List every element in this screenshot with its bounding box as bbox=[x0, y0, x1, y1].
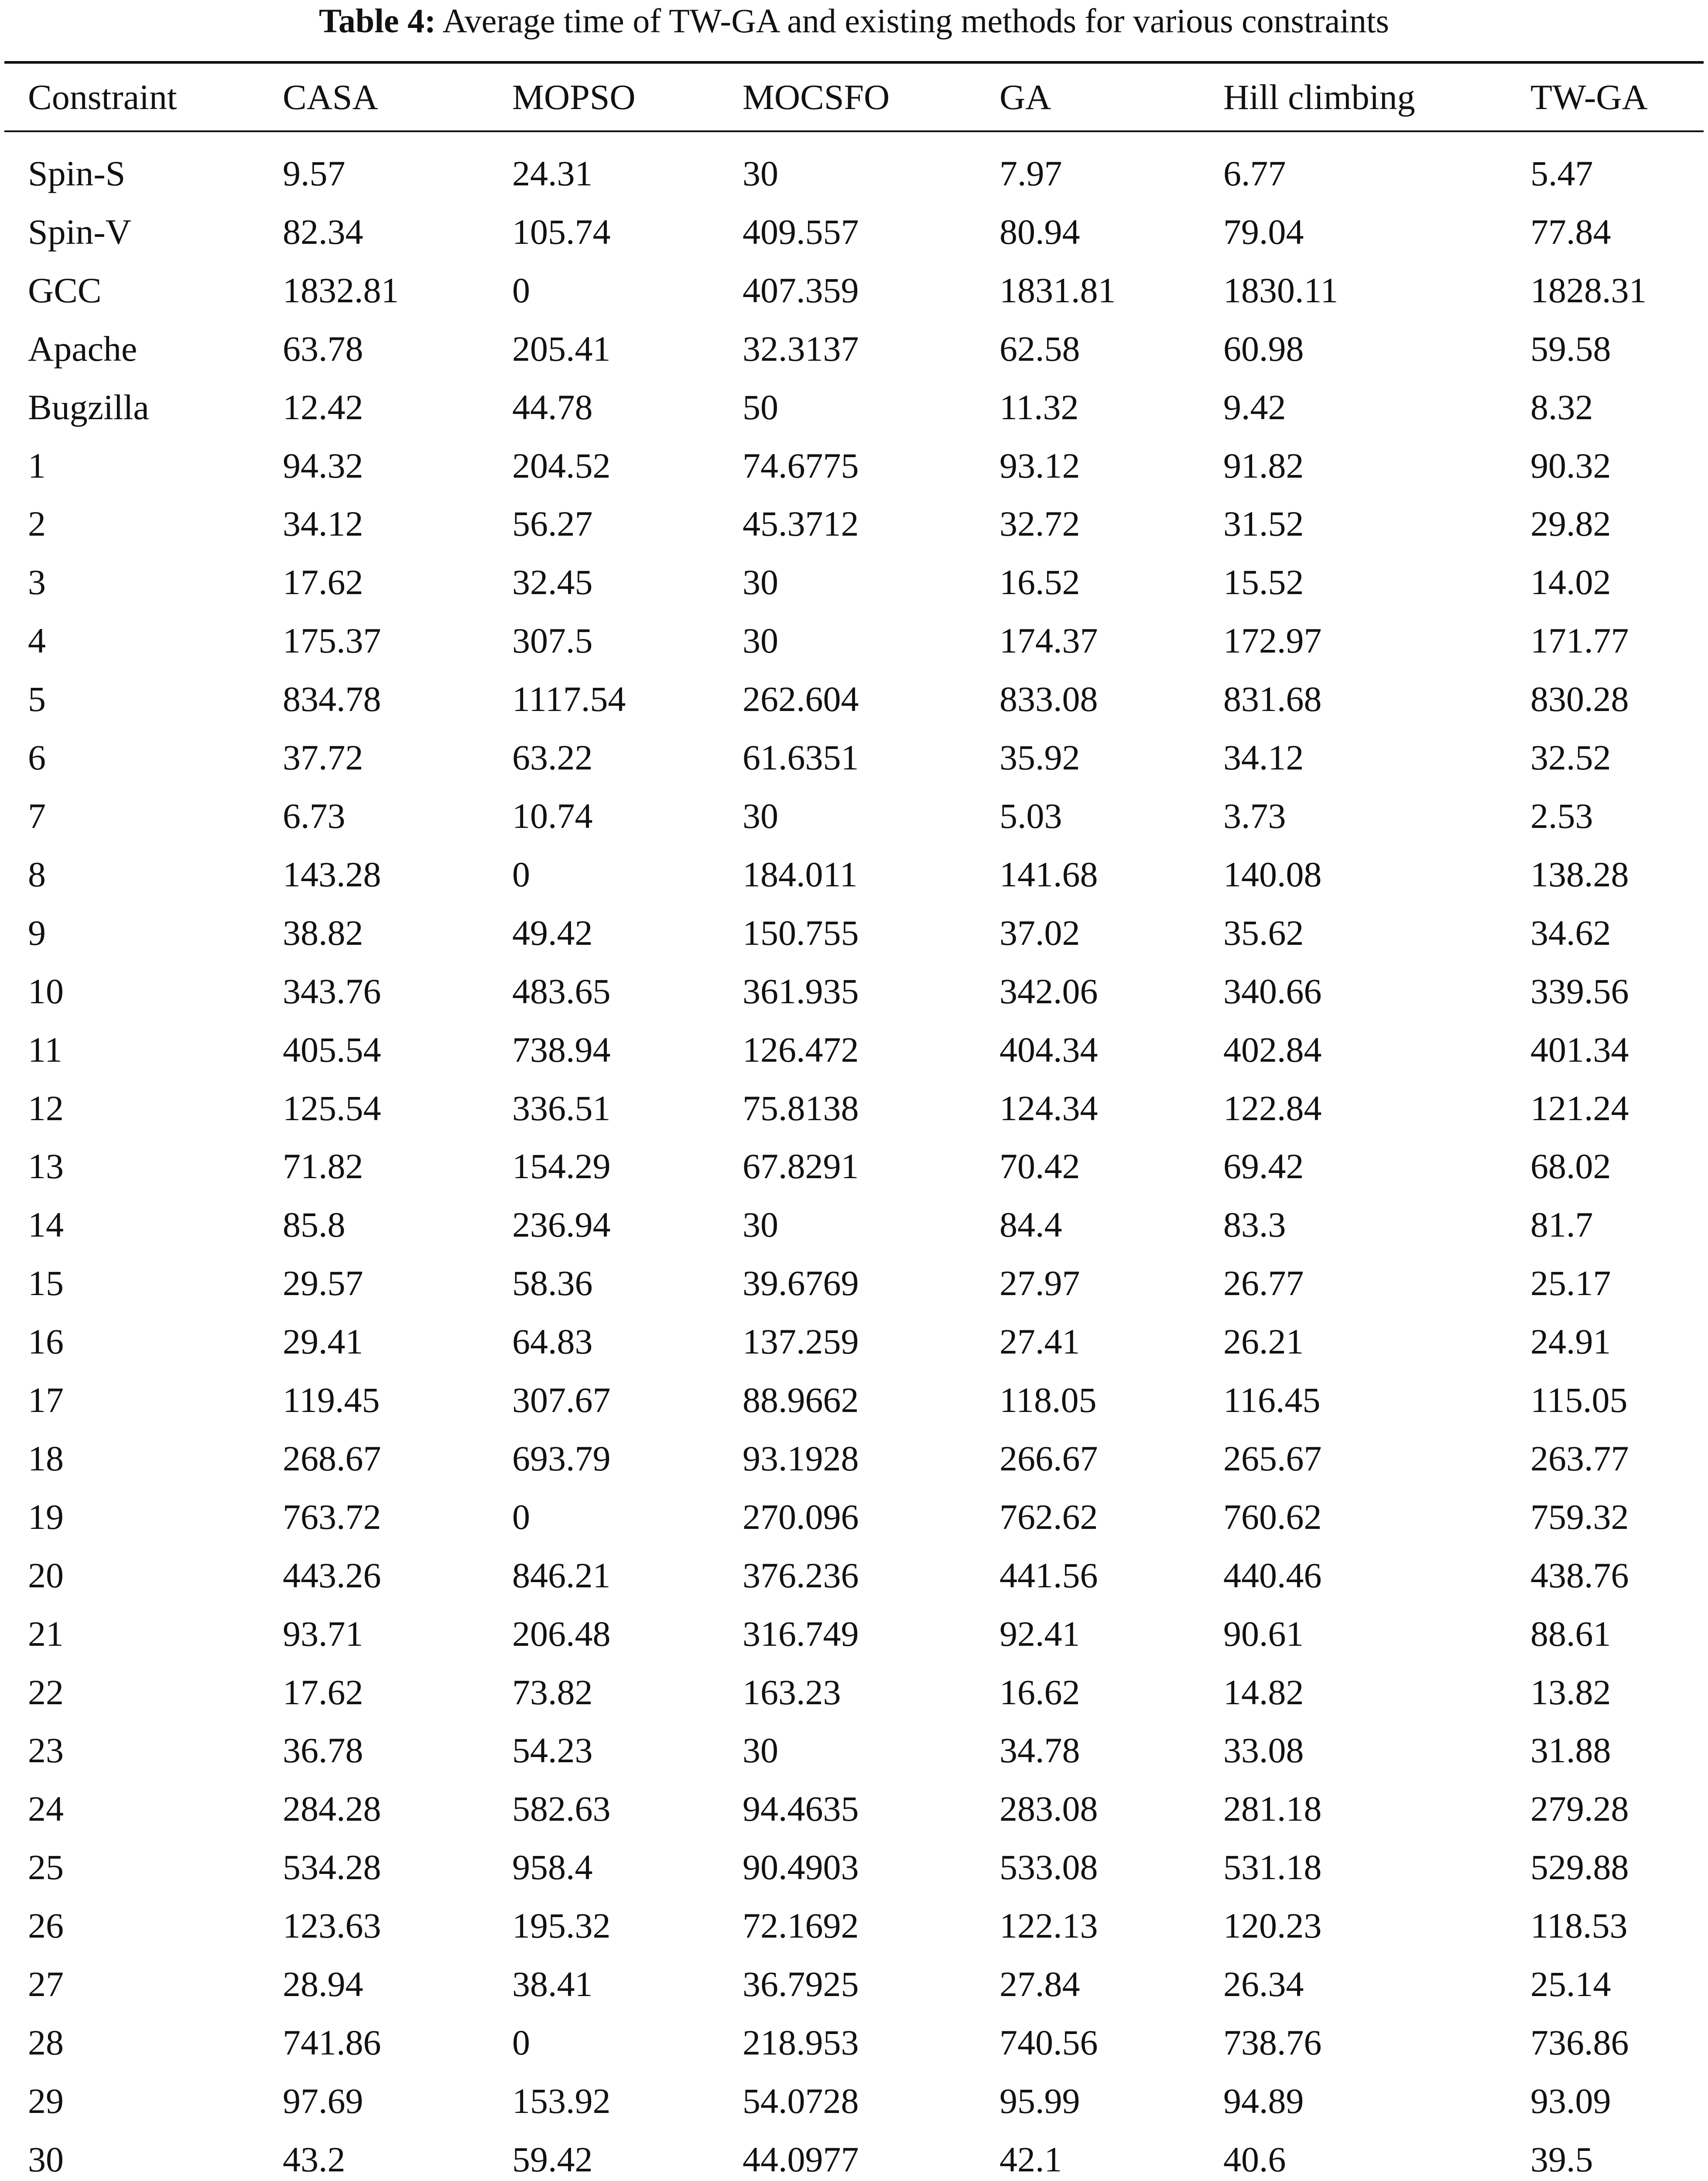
value-cell: 16.62 bbox=[999, 1672, 1080, 1712]
table-row bbox=[4, 1663, 1704, 1722]
value-cell: 741.86 bbox=[283, 2023, 381, 2062]
value-cell: 29.82 bbox=[1530, 504, 1611, 544]
value-cell: 404.34 bbox=[999, 1029, 1098, 1070]
constraint-cell: Apache bbox=[28, 328, 137, 369]
table-row bbox=[4, 1721, 1704, 1780]
value-cell: 14.82 bbox=[1223, 1672, 1304, 1712]
value-cell: 7.97 bbox=[999, 154, 1062, 193]
constraint-cell: 14 bbox=[28, 1205, 64, 1245]
constraint-cell: 17 bbox=[28, 1380, 64, 1420]
value-cell: 37.72 bbox=[283, 738, 363, 778]
value-cell: 70.42 bbox=[999, 1146, 1080, 1186]
table-row bbox=[4, 1780, 1704, 1838]
table-row bbox=[4, 1137, 1704, 1196]
value-cell: 34.78 bbox=[999, 1730, 1080, 1771]
value-cell: 340.66 bbox=[1223, 971, 1322, 1011]
value-cell: 34.62 bbox=[1530, 913, 1611, 953]
constraint-cell: Spin-S bbox=[28, 154, 126, 193]
header-row bbox=[4, 64, 1704, 130]
value-cell: 9.57 bbox=[283, 154, 346, 193]
value-cell: 483.65 bbox=[512, 971, 611, 1011]
value-cell: 50 bbox=[743, 387, 778, 427]
value-cell: 342.06 bbox=[999, 971, 1098, 1011]
table-row bbox=[4, 132, 1704, 203]
constraint-cell: 15 bbox=[28, 1263, 64, 1303]
table-row bbox=[4, 1488, 1704, 1546]
value-cell: 36.7925 bbox=[743, 1964, 859, 2004]
value-cell: 316.749 bbox=[743, 1614, 859, 1654]
value-cell: 68.02 bbox=[1530, 1146, 1611, 1186]
constraint-cell: 24 bbox=[28, 1789, 64, 1829]
value-cell: 283.08 bbox=[999, 1789, 1098, 1829]
value-cell: 17.62 bbox=[283, 562, 363, 602]
value-cell: 307.5 bbox=[512, 621, 593, 661]
column-header: TW-GA bbox=[1530, 77, 1648, 117]
constraint-cell: Bugzilla bbox=[28, 387, 149, 427]
table-row bbox=[4, 904, 1704, 962]
value-cell: 534.28 bbox=[283, 1847, 381, 1887]
value-cell: 693.79 bbox=[512, 1438, 611, 1478]
value-cell: 150.755 bbox=[743, 913, 859, 953]
value-cell: 30 bbox=[743, 562, 778, 602]
table-row bbox=[4, 2072, 1704, 2130]
value-cell: 39.5 bbox=[1530, 2139, 1593, 2179]
table-row bbox=[4, 1838, 1704, 1897]
value-cell: 263.77 bbox=[1530, 1438, 1629, 1478]
table-row bbox=[4, 1254, 1704, 1313]
value-cell: 34.12 bbox=[1223, 738, 1304, 778]
value-cell: 77.84 bbox=[1530, 212, 1611, 252]
value-cell: 0 bbox=[512, 854, 530, 894]
value-cell: 17.62 bbox=[283, 1672, 363, 1712]
value-cell: 738.76 bbox=[1223, 2023, 1322, 2062]
constraint-cell: 30 bbox=[28, 2139, 64, 2179]
value-cell: 958.4 bbox=[512, 1847, 593, 1887]
value-cell: 759.32 bbox=[1530, 1497, 1629, 1537]
value-cell: 268.67 bbox=[283, 1438, 381, 1478]
value-cell: 339.56 bbox=[1530, 971, 1629, 1011]
value-cell: 736.86 bbox=[1530, 2023, 1629, 2062]
constraint-cell: 18 bbox=[28, 1438, 64, 1478]
value-cell: 75.8138 bbox=[743, 1088, 859, 1128]
value-cell: 25.17 bbox=[1530, 1263, 1611, 1303]
value-cell: 30 bbox=[743, 621, 778, 661]
value-cell: 1117.54 bbox=[512, 679, 626, 719]
value-cell: 218.953 bbox=[743, 2023, 859, 2062]
value-cell: 34.12 bbox=[283, 504, 363, 544]
value-cell: 12.42 bbox=[283, 387, 363, 427]
value-cell: 49.42 bbox=[512, 913, 593, 953]
value-cell: 92.41 bbox=[999, 1614, 1080, 1654]
value-cell: 81.7 bbox=[1530, 1205, 1593, 1245]
table-row bbox=[4, 1955, 1704, 2013]
value-cell: 58.36 bbox=[512, 1263, 593, 1303]
value-cell: 441.56 bbox=[999, 1555, 1098, 1595]
constraint-cell: Spin-V bbox=[28, 212, 131, 252]
constraint-cell: 22 bbox=[28, 1672, 64, 1712]
value-cell: 175.37 bbox=[283, 621, 381, 661]
value-cell: 407.359 bbox=[743, 270, 859, 310]
value-cell: 5.47 bbox=[1530, 154, 1593, 193]
table-row bbox=[4, 1079, 1704, 1138]
constraint-cell: 21 bbox=[28, 1614, 64, 1654]
value-cell: 205.41 bbox=[512, 328, 611, 369]
constraint-cell: 3 bbox=[28, 562, 46, 602]
value-cell: 122.13 bbox=[999, 1906, 1098, 1946]
constraint-cell: 29 bbox=[28, 2081, 64, 2121]
constraint-cell: 4 bbox=[28, 621, 46, 661]
value-cell: 582.63 bbox=[512, 1789, 611, 1829]
constraint-cell: 23 bbox=[28, 1730, 64, 1771]
value-cell: 31.52 bbox=[1223, 504, 1304, 544]
value-cell: 266.67 bbox=[999, 1438, 1098, 1478]
column-header: MOCSFO bbox=[743, 77, 890, 117]
value-cell: 15.52 bbox=[1223, 562, 1304, 602]
value-cell: 44.78 bbox=[512, 387, 593, 427]
value-cell: 24.91 bbox=[1530, 1322, 1611, 1362]
value-cell: 440.46 bbox=[1223, 1555, 1322, 1595]
value-cell: 83.3 bbox=[1223, 1205, 1286, 1245]
value-cell: 33.08 bbox=[1223, 1730, 1304, 1771]
value-cell: 26.77 bbox=[1223, 1263, 1304, 1303]
constraint-cell: 8 bbox=[28, 854, 46, 894]
value-cell: 529.88 bbox=[1530, 1847, 1629, 1887]
table-row bbox=[4, 1196, 1704, 1254]
value-cell: 401.34 bbox=[1530, 1029, 1629, 1070]
constraint-cell: 2 bbox=[28, 504, 46, 544]
value-cell: 79.04 bbox=[1223, 212, 1304, 252]
constraint-cell: 13 bbox=[28, 1146, 64, 1186]
value-cell: 30 bbox=[743, 1730, 778, 1771]
value-cell: 64.83 bbox=[512, 1322, 593, 1362]
value-cell: 11.32 bbox=[999, 387, 1079, 427]
value-cell: 93.1928 bbox=[743, 1438, 859, 1478]
value-cell: 279.28 bbox=[1530, 1789, 1629, 1829]
value-cell: 73.82 bbox=[512, 1672, 593, 1712]
value-cell: 82.34 bbox=[283, 212, 363, 252]
value-cell: 28.94 bbox=[283, 1964, 363, 2004]
caption-text: Average time of TW-GA and existing methods for various constraints bbox=[442, 2, 1389, 40]
value-cell: 45.3712 bbox=[743, 504, 859, 544]
value-cell: 36.78 bbox=[283, 1730, 363, 1771]
value-cell: 63.22 bbox=[512, 738, 593, 778]
value-cell: 9.42 bbox=[1223, 387, 1286, 427]
constraint-cell: 11 bbox=[28, 1029, 62, 1070]
value-cell: 88.61 bbox=[1530, 1614, 1611, 1654]
column-header: MOPSO bbox=[512, 77, 636, 117]
constraint-cell: 16 bbox=[28, 1322, 64, 1362]
value-cell: 94.32 bbox=[283, 445, 363, 485]
table-row bbox=[4, 495, 1704, 553]
table-row bbox=[4, 203, 1704, 261]
value-cell: 531.18 bbox=[1223, 1847, 1322, 1887]
value-cell: 24.31 bbox=[512, 154, 593, 193]
value-cell: 30 bbox=[743, 154, 778, 193]
table-row bbox=[4, 787, 1704, 845]
constraint-cell: 1 bbox=[28, 445, 46, 485]
value-cell: 26.34 bbox=[1223, 1964, 1304, 2004]
value-cell: 438.76 bbox=[1530, 1555, 1629, 1595]
value-cell: 39.6769 bbox=[743, 1263, 859, 1303]
value-cell: 43.2 bbox=[283, 2139, 346, 2179]
value-cell: 74.6775 bbox=[743, 445, 859, 485]
value-cell: 343.76 bbox=[283, 971, 381, 1011]
value-cell: 27.41 bbox=[999, 1322, 1080, 1362]
value-cell: 62.58 bbox=[999, 328, 1080, 369]
value-cell: 6.73 bbox=[283, 796, 346, 836]
value-cell: 830.28 bbox=[1530, 679, 1629, 719]
value-cell: 831.68 bbox=[1223, 679, 1322, 719]
value-cell: 29.41 bbox=[283, 1322, 363, 1362]
value-cell: 137.259 bbox=[743, 1322, 859, 1362]
table-row bbox=[4, 378, 1704, 437]
table-row bbox=[4, 1546, 1704, 1605]
value-cell: 833.08 bbox=[999, 679, 1098, 719]
value-cell: 85.8 bbox=[283, 1205, 346, 1245]
value-cell: 174.37 bbox=[999, 621, 1098, 661]
value-cell: 1830.11 bbox=[1223, 270, 1338, 310]
value-cell: 16.52 bbox=[999, 562, 1080, 602]
value-cell: 184.011 bbox=[743, 854, 858, 894]
table-caption bbox=[0, 0, 1708, 47]
value-cell: 67.8291 bbox=[743, 1146, 859, 1186]
table-row bbox=[4, 728, 1704, 787]
value-cell: 56.27 bbox=[512, 504, 593, 544]
constraint-cell: 20 bbox=[28, 1555, 64, 1595]
table-row bbox=[4, 320, 1704, 378]
value-cell: 32.3137 bbox=[743, 328, 859, 369]
value-cell: 5.03 bbox=[999, 796, 1062, 836]
value-cell: 27.84 bbox=[999, 1964, 1080, 2004]
table-row bbox=[4, 2013, 1704, 2072]
value-cell: 14.02 bbox=[1530, 562, 1611, 602]
table-header bbox=[4, 64, 1704, 132]
value-cell: 3.73 bbox=[1223, 796, 1286, 836]
value-cell: 26.21 bbox=[1223, 1322, 1304, 1362]
value-cell: 80.94 bbox=[999, 212, 1080, 252]
value-cell: 738.94 bbox=[512, 1029, 611, 1070]
value-cell: 206.48 bbox=[512, 1614, 611, 1654]
value-cell: 32.52 bbox=[1530, 738, 1611, 778]
value-cell: 121.24 bbox=[1530, 1088, 1629, 1128]
caption-label: Table 4: bbox=[318, 2, 436, 40]
constraint-cell: 7 bbox=[28, 796, 46, 836]
constraint-cell: 9 bbox=[28, 913, 46, 953]
value-cell: 846.21 bbox=[512, 1555, 611, 1595]
value-cell: 141.68 bbox=[999, 854, 1098, 894]
constraint-cell: 5 bbox=[28, 679, 46, 719]
table-row bbox=[4, 1429, 1704, 1488]
value-cell: 171.77 bbox=[1530, 621, 1629, 661]
value-cell: 38.82 bbox=[283, 913, 363, 953]
value-cell: 37.02 bbox=[999, 913, 1080, 953]
value-cell: 116.45 bbox=[1223, 1380, 1321, 1420]
value-cell: 270.096 bbox=[743, 1497, 859, 1537]
table-row bbox=[4, 553, 1704, 612]
table-row bbox=[4, 612, 1704, 670]
table-row bbox=[4, 2130, 1704, 2181]
value-cell: 59.58 bbox=[1530, 328, 1611, 369]
value-cell: 122.84 bbox=[1223, 1088, 1322, 1128]
value-cell: 63.78 bbox=[283, 328, 363, 369]
value-cell: 118.53 bbox=[1530, 1906, 1628, 1946]
value-cell: 172.97 bbox=[1223, 621, 1322, 661]
value-cell: 10.74 bbox=[512, 796, 593, 836]
value-cell: 0 bbox=[512, 2023, 530, 2062]
value-cell: 97.69 bbox=[283, 2081, 363, 2121]
value-cell: 93.71 bbox=[283, 1614, 363, 1654]
value-cell: 1828.31 bbox=[1530, 270, 1647, 310]
value-cell: 361.935 bbox=[743, 971, 859, 1011]
value-cell: 740.56 bbox=[999, 2023, 1098, 2062]
value-cell: 59.42 bbox=[512, 2139, 593, 2179]
value-cell: 163.23 bbox=[743, 1672, 841, 1712]
value-cell: 38.41 bbox=[512, 1964, 593, 2004]
value-cell: 123.63 bbox=[283, 1906, 381, 1946]
value-cell: 443.26 bbox=[283, 1555, 381, 1595]
value-cell: 0 bbox=[512, 1497, 530, 1537]
value-cell: 35.62 bbox=[1223, 913, 1304, 953]
value-cell: 834.78 bbox=[283, 679, 381, 719]
constraint-cell: 19 bbox=[28, 1497, 64, 1537]
value-cell: 405.54 bbox=[283, 1029, 381, 1070]
value-cell: 90.61 bbox=[1223, 1614, 1304, 1654]
value-cell: 32.45 bbox=[512, 562, 593, 602]
value-cell: 30 bbox=[743, 1205, 778, 1245]
value-cell: 154.29 bbox=[512, 1146, 611, 1186]
table-row bbox=[4, 845, 1704, 904]
table-row bbox=[4, 1371, 1704, 1429]
value-cell: 25.14 bbox=[1530, 1964, 1611, 2004]
value-cell: 32.72 bbox=[999, 504, 1080, 544]
value-cell: 8.32 bbox=[1530, 387, 1593, 427]
value-cell: 84.4 bbox=[999, 1205, 1062, 1245]
value-cell: 90.4903 bbox=[743, 1847, 859, 1887]
value-cell: 760.62 bbox=[1223, 1497, 1322, 1537]
value-cell: 284.28 bbox=[283, 1789, 381, 1829]
value-cell: 195.32 bbox=[512, 1906, 611, 1946]
value-cell: 88.9662 bbox=[743, 1380, 859, 1420]
table-row bbox=[4, 670, 1704, 728]
results-table bbox=[4, 64, 1704, 2181]
value-cell: 125.54 bbox=[283, 1088, 381, 1128]
value-cell: 118.05 bbox=[999, 1380, 1097, 1420]
value-cell: 138.28 bbox=[1530, 854, 1629, 894]
value-cell: 31.88 bbox=[1530, 1730, 1611, 1771]
value-cell: 409.557 bbox=[743, 212, 859, 252]
value-cell: 115.05 bbox=[1530, 1380, 1628, 1420]
value-cell: 94.4635 bbox=[743, 1789, 859, 1829]
constraint-cell: 10 bbox=[28, 971, 64, 1011]
value-cell: 281.18 bbox=[1223, 1789, 1322, 1829]
value-cell: 143.28 bbox=[283, 854, 381, 894]
column-header: CASA bbox=[283, 77, 378, 117]
value-cell: 91.82 bbox=[1223, 445, 1304, 485]
constraint-cell: 25 bbox=[28, 1847, 64, 1887]
value-cell: 336.51 bbox=[512, 1088, 611, 1128]
value-cell: 27.97 bbox=[999, 1263, 1080, 1303]
value-cell: 29.57 bbox=[283, 1263, 363, 1303]
value-cell: 93.12 bbox=[999, 445, 1080, 485]
value-cell: 93.09 bbox=[1530, 2081, 1611, 2121]
table-body bbox=[4, 132, 1704, 2181]
table-row bbox=[4, 1313, 1704, 1371]
value-cell: 1832.81 bbox=[283, 270, 399, 310]
value-cell: 126.472 bbox=[743, 1029, 859, 1070]
constraint-cell: 12 bbox=[28, 1088, 64, 1128]
column-header: Constraint bbox=[28, 77, 177, 117]
value-cell: 13.82 bbox=[1530, 1672, 1611, 1712]
value-cell: 71.82 bbox=[283, 1146, 363, 1186]
value-cell: 402.84 bbox=[1223, 1029, 1322, 1070]
column-header: GA bbox=[999, 77, 1051, 117]
value-cell: 35.92 bbox=[999, 738, 1080, 778]
value-cell: 105.74 bbox=[512, 212, 611, 252]
value-cell: 61.6351 bbox=[743, 738, 859, 778]
table-row bbox=[4, 962, 1704, 1021]
table-row bbox=[4, 1897, 1704, 1955]
constraint-cell: GCC bbox=[28, 270, 102, 310]
value-cell: 0 bbox=[512, 270, 530, 310]
table-row bbox=[4, 1605, 1704, 1663]
constraint-cell: 28 bbox=[28, 2023, 64, 2062]
value-cell: 60.98 bbox=[1223, 328, 1304, 369]
value-cell: 204.52 bbox=[512, 445, 611, 485]
value-cell: 94.89 bbox=[1223, 2081, 1304, 2121]
value-cell: 124.34 bbox=[999, 1088, 1098, 1128]
value-cell: 262.604 bbox=[743, 679, 859, 719]
value-cell: 69.42 bbox=[1223, 1146, 1304, 1186]
value-cell: 265.67 bbox=[1223, 1438, 1322, 1478]
value-cell: 44.0977 bbox=[743, 2139, 859, 2179]
value-cell: 307.67 bbox=[512, 1380, 611, 1420]
value-cell: 763.72 bbox=[283, 1497, 381, 1537]
value-cell: 533.08 bbox=[999, 1847, 1098, 1887]
table-row bbox=[4, 261, 1704, 320]
value-cell: 120.23 bbox=[1223, 1906, 1322, 1946]
table-row bbox=[4, 437, 1704, 495]
value-cell: 6.77 bbox=[1223, 154, 1286, 193]
column-header: Hill climbing bbox=[1223, 77, 1415, 117]
constraint-cell: 27 bbox=[28, 1964, 64, 2004]
value-cell: 236.94 bbox=[512, 1205, 611, 1245]
constraint-cell: 26 bbox=[28, 1906, 64, 1946]
value-cell: 42.1 bbox=[999, 2139, 1062, 2179]
value-cell: 153.92 bbox=[512, 2081, 611, 2121]
value-cell: 54.23 bbox=[512, 1730, 593, 1771]
value-cell: 95.99 bbox=[999, 2081, 1080, 2121]
value-cell: 54.0728 bbox=[743, 2081, 859, 2121]
constraint-cell: 6 bbox=[28, 738, 46, 778]
value-cell: 762.62 bbox=[999, 1497, 1098, 1537]
value-cell: 40.6 bbox=[1223, 2139, 1286, 2179]
value-cell: 1831.81 bbox=[999, 270, 1116, 310]
value-cell: 72.1692 bbox=[743, 1906, 859, 1946]
value-cell: 376.236 bbox=[743, 1555, 859, 1595]
value-cell: 2.53 bbox=[1530, 796, 1593, 836]
table-row bbox=[4, 1021, 1704, 1079]
value-cell: 90.32 bbox=[1530, 445, 1611, 485]
value-cell: 140.08 bbox=[1223, 854, 1322, 894]
value-cell: 119.45 bbox=[283, 1380, 380, 1420]
value-cell: 30 bbox=[743, 796, 778, 836]
